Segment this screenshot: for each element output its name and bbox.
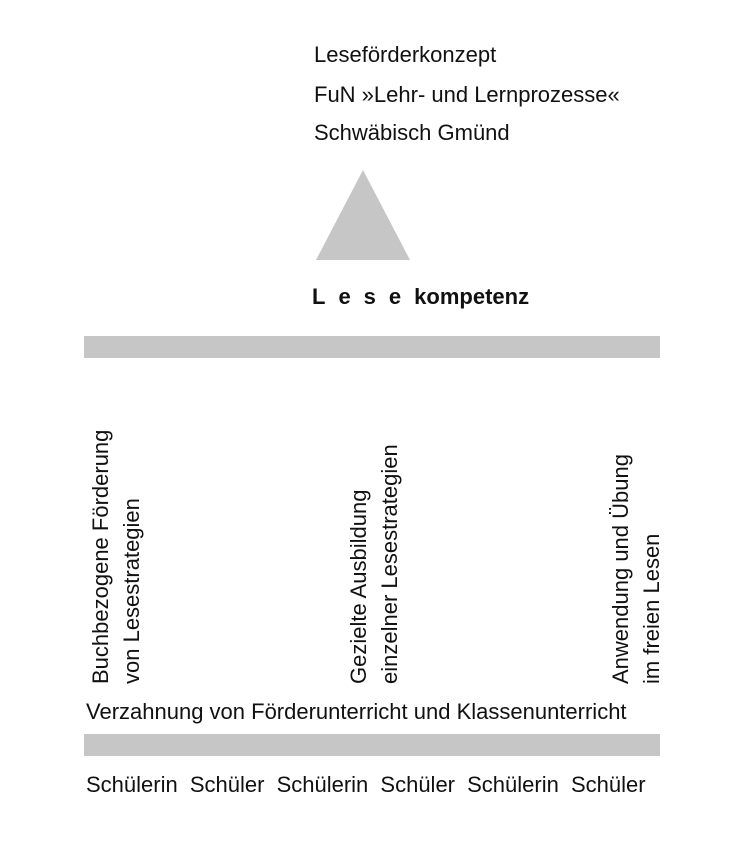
apex-label	[312, 284, 529, 310]
base-label: Verzahnung von Förderunterricht und Klassenunterricht	[86, 699, 627, 724]
pillar-middle-line-1: Gezielte Ausbildung	[346, 489, 371, 684]
pillar-left	[85, 354, 149, 684]
triangle-shape	[316, 170, 410, 260]
pillar-middle-line-2: einzelner Lesestrategien	[377, 444, 402, 684]
student-row	[86, 772, 652, 798]
student-label: Schülerin	[276, 772, 369, 797]
student-label: Schüler	[380, 772, 455, 797]
bottom-bar	[84, 734, 660, 756]
student-label: Schüler	[189, 772, 265, 797]
title-line-1: Leseförderkonzept	[314, 42, 497, 67]
pillar-right-line-1: Anwendung und Übung	[608, 454, 633, 684]
pillar-right	[605, 354, 669, 684]
pillar-left-line-2: von Lesestrategien	[119, 498, 144, 684]
triangle-polygon	[316, 170, 410, 260]
pillar-right-line-2: im freien Lesen	[639, 533, 664, 684]
apex-label-bold: kompetenz	[414, 284, 530, 309]
student-label: Schülerin	[467, 772, 559, 797]
pillar-middle	[343, 354, 407, 684]
apex-label-spaced: Lese	[312, 284, 415, 309]
pillar-left-line-1: Buchbezogene Förderung	[88, 429, 113, 684]
title-line-3: Schwäbisch Gmünd	[314, 120, 510, 145]
title-line-2: FuN »Lehr- und Lernprozesse«	[314, 82, 620, 107]
student-label: Schüler	[570, 772, 646, 797]
student-label: Schülerin	[86, 772, 178, 797]
